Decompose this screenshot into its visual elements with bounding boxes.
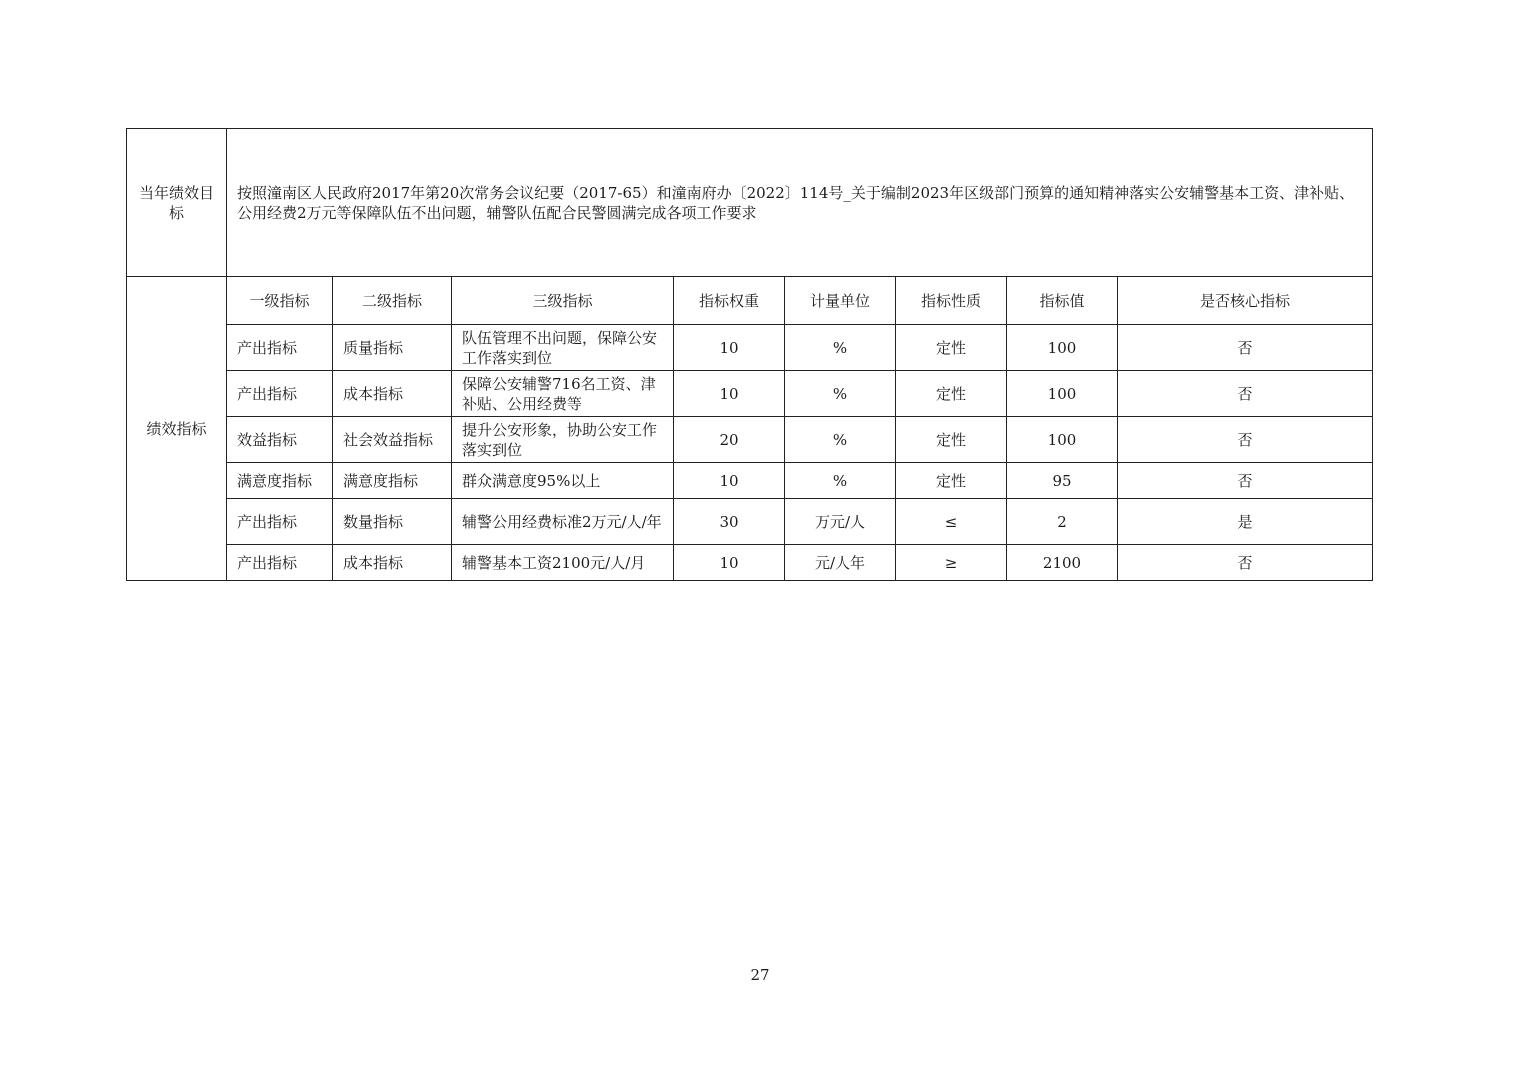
cell-level3: 辅警基本工资2100元/人/月: [452, 545, 674, 581]
cell-core: 否: [1118, 325, 1373, 371]
header-value: 指标值: [1007, 277, 1118, 325]
header-level3: 三级指标: [452, 277, 674, 325]
cell-level2: 社会效益指标: [333, 417, 452, 463]
cell-level1: 满意度指标: [227, 463, 333, 499]
cell-value: 100: [1007, 417, 1118, 463]
page-number: 27: [750, 966, 770, 984]
cell-nature: 定性: [896, 325, 1007, 371]
table-row: [127, 545, 1373, 581]
cell-unit: %: [785, 463, 896, 499]
cell-nature: ≥: [896, 545, 1007, 581]
cell-level2: 成本指标: [333, 545, 452, 581]
cell-weight: 30: [674, 499, 785, 545]
header-level1: 一级指标: [227, 277, 333, 325]
table-row: [127, 499, 1373, 545]
header-row: [127, 277, 1373, 325]
cell-nature: 定性: [896, 463, 1007, 499]
cell-unit: 万元/人: [785, 499, 896, 545]
cell-level1: 效益指标: [227, 417, 333, 463]
cell-weight: 10: [674, 325, 785, 371]
table-row: [127, 325, 1373, 371]
cell-unit: %: [785, 417, 896, 463]
cell-level1: 产出指标: [227, 371, 333, 417]
cell-level3: 辅警公用经费标准2万元/人/年: [452, 499, 674, 545]
cell-value: 2100: [1007, 545, 1118, 581]
cell-unit: %: [785, 371, 896, 417]
cell-level1: 产出指标: [227, 499, 333, 545]
cell-weight: 10: [674, 545, 785, 581]
goal-label: 当年绩效目标: [127, 129, 227, 277]
cell-level2: 质量指标: [333, 325, 452, 371]
cell-unit: %: [785, 325, 896, 371]
cell-value: 100: [1007, 325, 1118, 371]
cell-core: 否: [1118, 545, 1373, 581]
cell-level3: 群众满意度95%以上: [452, 463, 674, 499]
cell-nature: 定性: [896, 417, 1007, 463]
cell-core: 否: [1118, 371, 1373, 417]
cell-nature: 定性: [896, 371, 1007, 417]
cell-value: 95: [1007, 463, 1118, 499]
cell-core: 是: [1118, 499, 1373, 545]
cell-level2: 数量指标: [333, 499, 452, 545]
indicators-label: 绩效指标: [127, 277, 227, 581]
cell-level2: 成本指标: [333, 371, 452, 417]
table-row: [127, 417, 1373, 463]
header-level2: 二级指标: [333, 277, 452, 325]
cell-nature: ≤: [896, 499, 1007, 545]
cell-weight: 10: [674, 463, 785, 499]
cell-weight: 20: [674, 417, 785, 463]
cell-core: 否: [1118, 417, 1373, 463]
cell-level3: 队伍管理不出问题，保障公安工作落实到位: [452, 325, 674, 371]
cell-level2: 满意度指标: [333, 463, 452, 499]
cell-unit: 元/人年: [785, 545, 896, 581]
cell-level3: 提升公安形象，协助公安工作落实到位: [452, 417, 674, 463]
header-core: 是否核心指标: [1118, 277, 1373, 325]
cell-value: 100: [1007, 371, 1118, 417]
cell-weight: 10: [674, 371, 785, 417]
table-row: [127, 463, 1373, 499]
cell-level1: 产出指标: [227, 325, 333, 371]
cell-value: 2: [1007, 499, 1118, 545]
header-weight: 指标权重: [674, 277, 785, 325]
goal-row: [127, 129, 1373, 277]
cell-level1: 产出指标: [227, 545, 333, 581]
goal-text: 按照潼南区人民政府2017年第20次常务会议纪要（2017-65）和潼南府办〔2022〕114号_关于编制2023年区级部门预算的通知精神落实公安辅警基本工资、津补贴、公用经费2万元等保障队伍不出问题，辅警队伍配合民警圆满完成各项工作要求: [227, 129, 1373, 277]
header-unit: 计量单位: [785, 277, 896, 325]
header-nature: 指标性质: [896, 277, 1007, 325]
table-row: [127, 371, 1373, 417]
cell-level3: 保障公安辅警716名工资、津补贴、公用经费等: [452, 371, 674, 417]
performance-table: [126, 128, 1373, 581]
cell-core: 否: [1118, 463, 1373, 499]
